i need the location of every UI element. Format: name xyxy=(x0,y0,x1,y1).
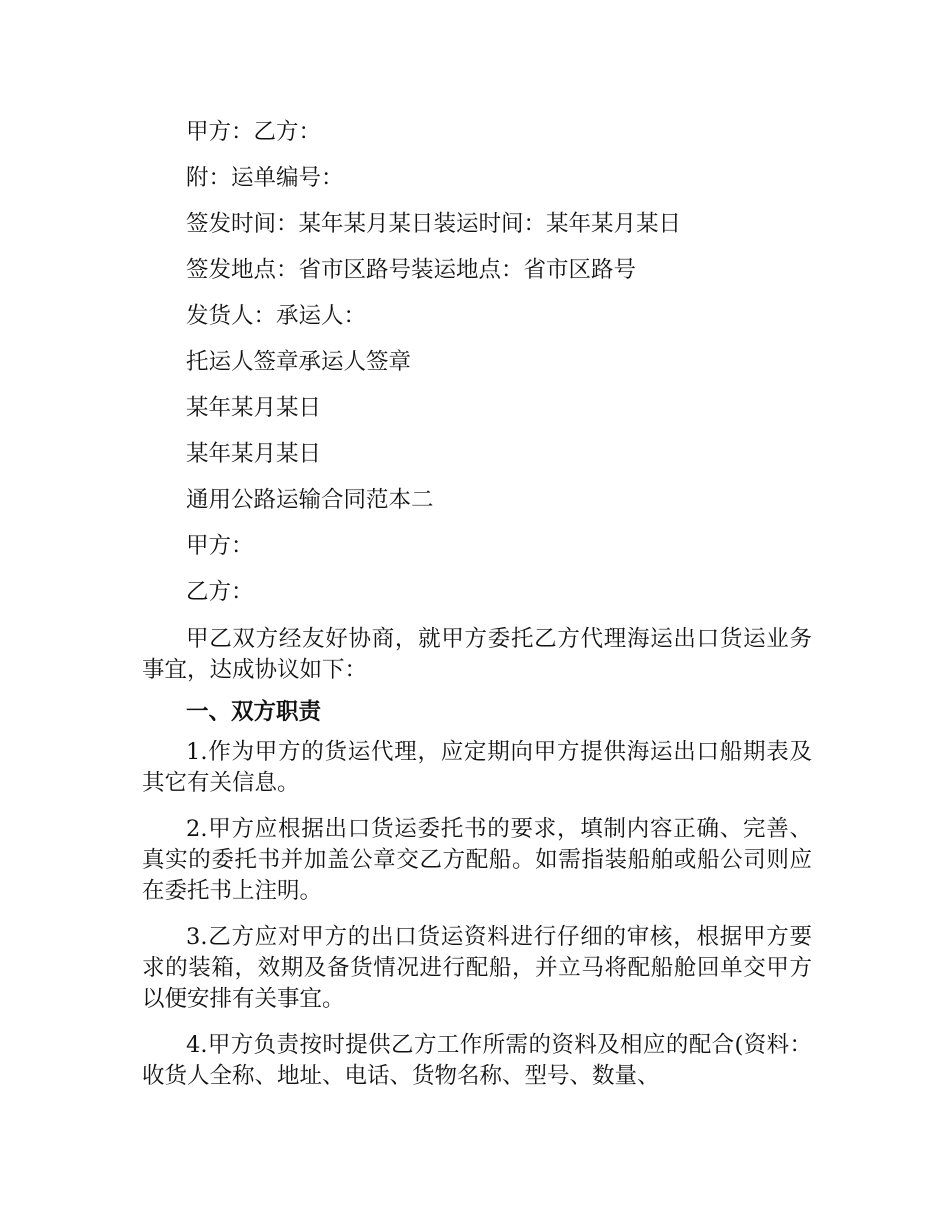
intro-paragraph: 甲乙双方经友好协商，就甲方委托乙方代理海运出口货运业务事宜，达成协议如下： xyxy=(142,626,812,683)
clause-2: 2.甲方应根据出口货运委托书的要求，填制内容正确、完善、真实的委托书并加盖公章交乙方配船。如需指装船舶或船公司则应在委托书上注明。 xyxy=(142,816,812,904)
issue-place-line: 签发地点：省市区路号装运地点：省市区路号 xyxy=(186,257,637,283)
document-page xyxy=(142,109,812,1107)
waybill-number-line: 附：运单编号： xyxy=(186,165,344,191)
party-line: 甲方：乙方： xyxy=(186,119,322,145)
party-a-line: 甲方： xyxy=(186,533,254,559)
section-heading: 一、双方职责 xyxy=(186,699,322,725)
clause-3: 3.乙方应对甲方的出口货运资料进行仔细的审核，根据甲方要求的装箱，效期及备货情况进行配船，并立马将配船舱回单交甲方以便安排有关事宜。 xyxy=(142,924,812,1012)
date-line-1: 某年某月某日 xyxy=(186,395,322,421)
contract-title: 通用公路运输合同范本二 xyxy=(186,487,434,513)
issue-time-line: 签发时间：某年某月某日装运时间：某年某月某日 xyxy=(186,211,682,237)
party-b-line: 乙方： xyxy=(186,579,254,605)
shipper-carrier-line: 发货人：承运人： xyxy=(186,303,367,329)
clause-1: 1.作为甲方的货运代理，应定期向甲方提供海运出口船期表及其它有关信息。 xyxy=(142,739,812,796)
clause-4: 4.甲方负责按时提供乙方工作所需的资料及相应的配合(资料：收货人全称、地址、电话、货物名称、型号、数量、 xyxy=(142,1032,812,1089)
date-line-2: 某年某月某日 xyxy=(186,441,322,467)
signature-line: 托运人签章承运人签章 xyxy=(186,349,412,375)
